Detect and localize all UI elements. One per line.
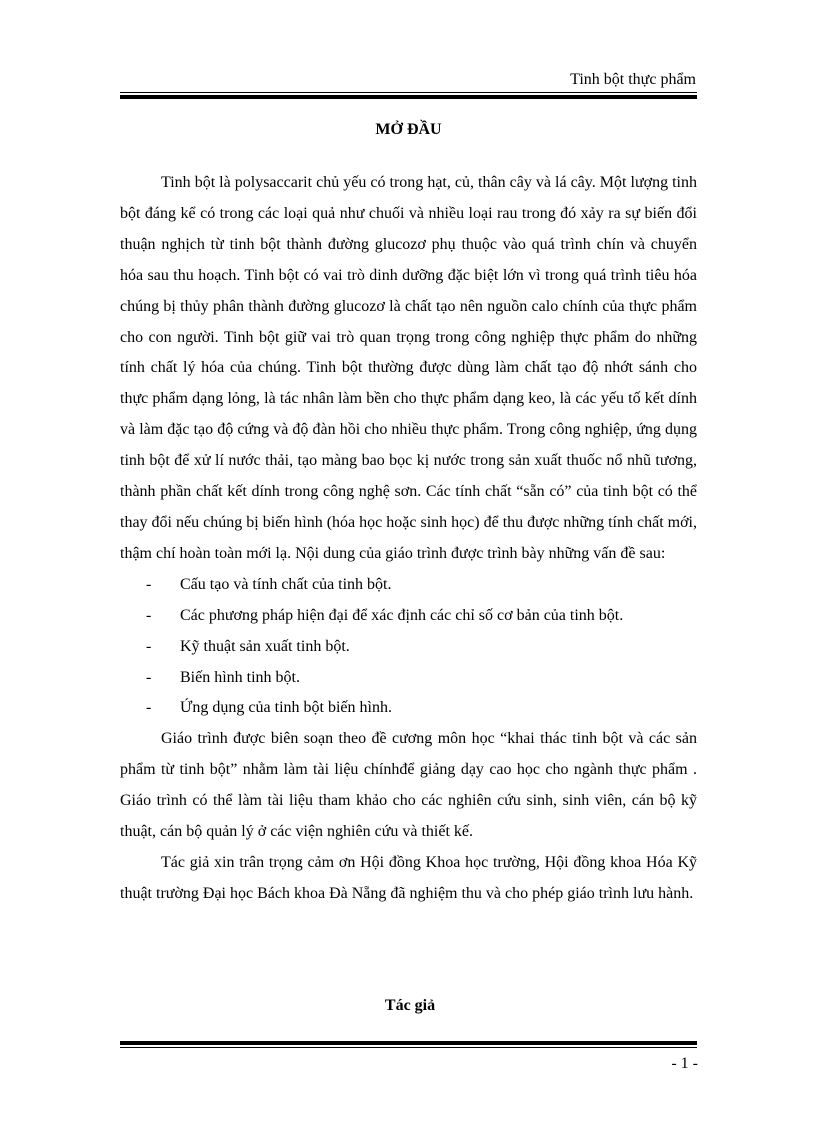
footer-rule-thick (120, 1041, 697, 1045)
list-item (120, 693, 697, 724)
list-bullet: - (146, 668, 152, 686)
list-item-text: Biến hình tinh bột. (180, 668, 300, 686)
page-heading: MỞ ĐẦU (375, 121, 442, 138)
intro-paragraph: Tinh bột là polysaccarit chủ yếu có trong hạt, củ, thân cây và lá cây. Một lượng tinh bột đáng kể có trong các loại quả như chuối và nhiều loại rau trong đó xảy ra sự biến đổi thuận nghịch từ tinh bột thành đường glucozơ phụ thuộc vào quá trình chín và chuyển hóa sau thu hoạch. Tinh bột có vai trò dinh dưỡng đặc biệt lớn vì trong quá trình tiêu hóa chúng bị thủy phân thành đường glucozơ là chất tạo nên nguồn calo chính của thực phẩm cho con người. Tinh bột giữ vai trò quan trọng trong công nghiệp thực phẩm do những tính chất lý hóa của chúng. Tinh bột thường được dùng làm chất tạo độ nhớt sánh cho thực phẩm dạng lỏng, là tác nhân làm bền cho thực phẩm dạng keo, là các yếu tố kết dính và làm đặc tạo độ cứng và độ đàn hồi cho nhiều thực phẩm. Trong công nghiệp, ứng dụng tinh bột để xử lí nước thải, tạo màng bao bọc kị nước trong sản xuất thuốc nổ nhũ tương, thành phần chất kết dính trong công nghệ sơn. Các tính chất “sẵn có” của tinh bột có thể thay đổi nếu chúng bị biến hình (hóa học hoặc sinh học) để thu được những tính chất mới, thậm chí hoàn toàn mới lạ. Nội dung của giáo trình được trình bày những vấn đề sau: (120, 174, 697, 562)
header-title: Tinh bột thực phẩm (570, 71, 696, 88)
list-item-text: Kỹ thuật sản xuất tinh bột. (180, 637, 350, 655)
list-item-text: Cấu tạo và tính chất của tinh bột. (180, 575, 392, 593)
list-bullet: - (146, 575, 152, 593)
purpose-paragraph: Giáo trình được biên soạn theo đề cương môn học “khai thác tinh bột và các sản phẩm từ tinh bột” nhằm làm tài liệu chínhđể giảng dạy cao học cho ngành thực phẩm . Giáo trình có thể làm tài liệu tham khảo cho các nghiên cứu sinh, sinh viên, cán bộ kỹ thuật, cán bộ quản lý ở các viện nghiên cứu và thiết kế. (120, 730, 697, 841)
header-rule-thin (120, 92, 697, 93)
list-item (120, 601, 697, 632)
footer-rule-thin (120, 1047, 697, 1048)
list-item (120, 663, 697, 694)
contents-list (120, 570, 697, 725)
list-bullet: - (146, 699, 152, 717)
list-bullet: - (146, 637, 152, 655)
page-number: - 1 - (671, 1055, 698, 1072)
header-rule-thick (120, 95, 697, 99)
list-item-text: Ứng dụng của tinh bột biến hình. (180, 699, 392, 717)
list-item (120, 570, 697, 601)
author-signature: Tác giả (384, 997, 436, 1014)
list-bullet: - (146, 606, 152, 624)
list-item-text: Các phương pháp hiện đại để xác định các chỉ số cơ bản của tinh bột. (180, 606, 624, 624)
document-body (120, 168, 697, 910)
thanks-paragraph: Tác giả xin trân trọng cảm ơn Hội đồng Khoa học trường, Hội đồng khoa Hóa Kỹ thuật trường Đại học Bách khoa Đà Nẵng đã nghiệm thu và cho phép giáo trình lưu hành. (120, 853, 697, 902)
list-item (120, 632, 697, 663)
